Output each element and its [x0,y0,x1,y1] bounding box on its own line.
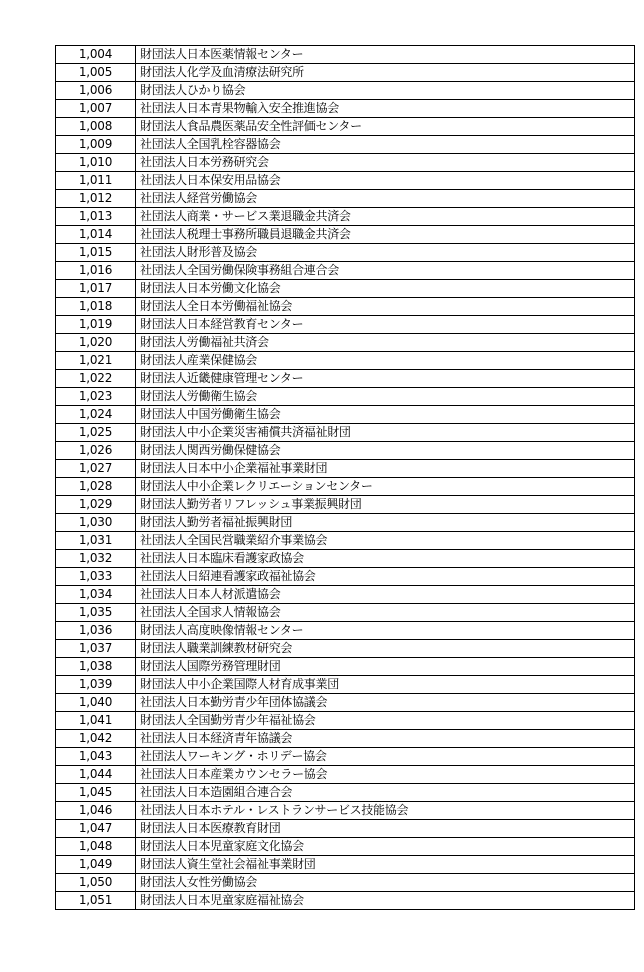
organization-name: 財団法人全日本労働福祉協会 [136,298,635,316]
row-number: 1,035 [56,604,136,622]
row-number: 1,022 [56,370,136,388]
organization-name: 社団法人全国乳栓容器協会 [136,136,635,154]
table-row [56,874,635,892]
table-row [56,298,635,316]
organization-name: 財団法人産業保健協会 [136,352,635,370]
table-row [56,838,635,856]
table-row [56,280,635,298]
table-row [56,730,635,748]
table-row [56,262,635,280]
table-row [56,316,635,334]
organization-name: 社団法人財形普及協会 [136,244,635,262]
table-row [56,586,635,604]
row-number: 1,024 [56,406,136,424]
row-number: 1,043 [56,748,136,766]
organization-name: 社団法人日本造園組合連合会 [136,784,635,802]
organization-name: 財団法人中国労働衛生協会 [136,406,635,424]
row-number: 1,023 [56,388,136,406]
row-number: 1,036 [56,622,136,640]
organization-name: 財団法人国際労務管理財団 [136,658,635,676]
row-number: 1,005 [56,64,136,82]
row-number: 1,025 [56,424,136,442]
organization-name: 財団法人日本児童家庭福祉協会 [136,892,635,910]
row-number: 1,013 [56,208,136,226]
row-number: 1,014 [56,226,136,244]
organization-name: 社団法人日本保安用品協会 [136,172,635,190]
organization-name: 財団法人資生堂社会福祉事業財団 [136,856,635,874]
row-number: 1,026 [56,442,136,460]
organization-name: 社団法人日本産業カウンセラー協会 [136,766,635,784]
organization-name: 財団法人高度映像情報センター [136,622,635,640]
table-row [56,568,635,586]
organization-name: 社団法人商業・サービス業退職金共済会 [136,208,635,226]
table-body [56,46,635,910]
row-number: 1,039 [56,676,136,694]
row-number: 1,020 [56,334,136,352]
row-number: 1,006 [56,82,136,100]
organization-name: 財団法人近畿健康管理センター [136,370,635,388]
row-number: 1,027 [56,460,136,478]
organization-name: 社団法人ワーキング・ホリデー協会 [136,748,635,766]
organization-name: 財団法人全国勤労青少年福祉協会 [136,712,635,730]
table-row [56,694,635,712]
organization-name: 社団法人全国民営職業紹介事業協会 [136,532,635,550]
organization-name: 社団法人日本勤労青少年団体協議会 [136,694,635,712]
table-row [56,244,635,262]
row-number: 1,018 [56,298,136,316]
row-number: 1,045 [56,784,136,802]
table-row [56,622,635,640]
organization-name: 財団法人日本経営教育センター [136,316,635,334]
row-number: 1,012 [56,190,136,208]
table-row [56,208,635,226]
organization-name: 社団法人全国労働保険事務組合連合会 [136,262,635,280]
row-number: 1,004 [56,46,136,64]
organization-name: 社団法人日本ホテル・レストランサービス技能協会 [136,802,635,820]
organization-name: 財団法人日本児童家庭文化協会 [136,838,635,856]
row-number: 1,046 [56,802,136,820]
row-number: 1,015 [56,244,136,262]
table-row [56,676,635,694]
organization-name: 財団法人中小企業国際人材育成事業団 [136,676,635,694]
organization-name: 財団法人ひかり協会 [136,82,635,100]
organization-name: 財団法人日本労働文化協会 [136,280,635,298]
organization-name: 社団法人日紹連看護家政福祉協会 [136,568,635,586]
row-number: 1,016 [56,262,136,280]
table-row [56,856,635,874]
row-number: 1,010 [56,154,136,172]
row-number: 1,037 [56,640,136,658]
table-row [56,604,635,622]
row-number: 1,044 [56,766,136,784]
table-row [56,172,635,190]
organization-name: 財団法人労働衛生協会 [136,388,635,406]
table-row [56,82,635,100]
table-row [56,64,635,82]
table-row [56,478,635,496]
organization-name: 社団法人経営労働協会 [136,190,635,208]
organization-name: 財団法人日本医薬情報センター [136,46,635,64]
organization-name: 財団法人中小企業レクリエーションセンター [136,478,635,496]
row-number: 1,007 [56,100,136,118]
table-row [56,226,635,244]
row-number: 1,032 [56,550,136,568]
table-row [56,892,635,910]
organization-name: 財団法人日本中小企業福祉事業財団 [136,460,635,478]
table-row [56,118,635,136]
row-number: 1,029 [56,496,136,514]
organization-name: 財団法人日本医療教育財団 [136,820,635,838]
table-row [56,442,635,460]
table-row [56,532,635,550]
row-number: 1,030 [56,514,136,532]
table-row [56,154,635,172]
organization-name: 社団法人税理士事務所職員退職金共済会 [136,226,635,244]
row-number: 1,041 [56,712,136,730]
organization-name: 財団法人食品農医薬品安全性評価センター [136,118,635,136]
table-row [56,334,635,352]
row-number: 1,051 [56,892,136,910]
table-row [56,424,635,442]
row-number: 1,038 [56,658,136,676]
organization-name: 社団法人日本経済青年協議会 [136,730,635,748]
row-number: 1,048 [56,838,136,856]
row-number: 1,009 [56,136,136,154]
organization-name: 財団法人労働福祉共済会 [136,334,635,352]
table-row [56,784,635,802]
row-number: 1,008 [56,118,136,136]
table-row [56,46,635,64]
row-number: 1,028 [56,478,136,496]
organization-name: 社団法人全国求人情報協会 [136,604,635,622]
row-number: 1,047 [56,820,136,838]
organization-name: 社団法人日本青果物輸入安全推進協会 [136,100,635,118]
document-page [55,45,634,910]
row-number: 1,034 [56,586,136,604]
organization-name: 財団法人関西労働保健協会 [136,442,635,460]
table-row [56,352,635,370]
table-row [56,460,635,478]
row-number: 1,050 [56,874,136,892]
table-row [56,136,635,154]
table-row [56,712,635,730]
row-number: 1,040 [56,694,136,712]
table-row [56,748,635,766]
organization-name: 財団法人中小企業災害補償共済福祉財団 [136,424,635,442]
organization-name: 社団法人日本臨床看護家政協会 [136,550,635,568]
table-row [56,406,635,424]
table-row [56,370,635,388]
row-number: 1,017 [56,280,136,298]
table-row [56,100,635,118]
organization-name: 財団法人職業訓練教材研究会 [136,640,635,658]
organization-name: 財団法人女性労働協会 [136,874,635,892]
organization-name: 社団法人日本労務研究会 [136,154,635,172]
table-row [56,802,635,820]
table-row [56,766,635,784]
row-number: 1,031 [56,532,136,550]
organization-name: 財団法人化学及血清療法研究所 [136,64,635,82]
row-number: 1,049 [56,856,136,874]
row-number: 1,021 [56,352,136,370]
table-row [56,496,635,514]
table-row [56,514,635,532]
organization-name: 社団法人日本人材派遣協会 [136,586,635,604]
organization-name: 財団法人勤労者福祉振興財団 [136,514,635,532]
row-number: 1,011 [56,172,136,190]
table-row [56,658,635,676]
table-row [56,820,635,838]
row-number: 1,042 [56,730,136,748]
organization-table [55,45,635,910]
row-number: 1,019 [56,316,136,334]
table-row [56,190,635,208]
table-row [56,388,635,406]
table-row [56,550,635,568]
table-row [56,640,635,658]
organization-name: 財団法人勤労者リフレッシュ事業振興財団 [136,496,635,514]
row-number: 1,033 [56,568,136,586]
